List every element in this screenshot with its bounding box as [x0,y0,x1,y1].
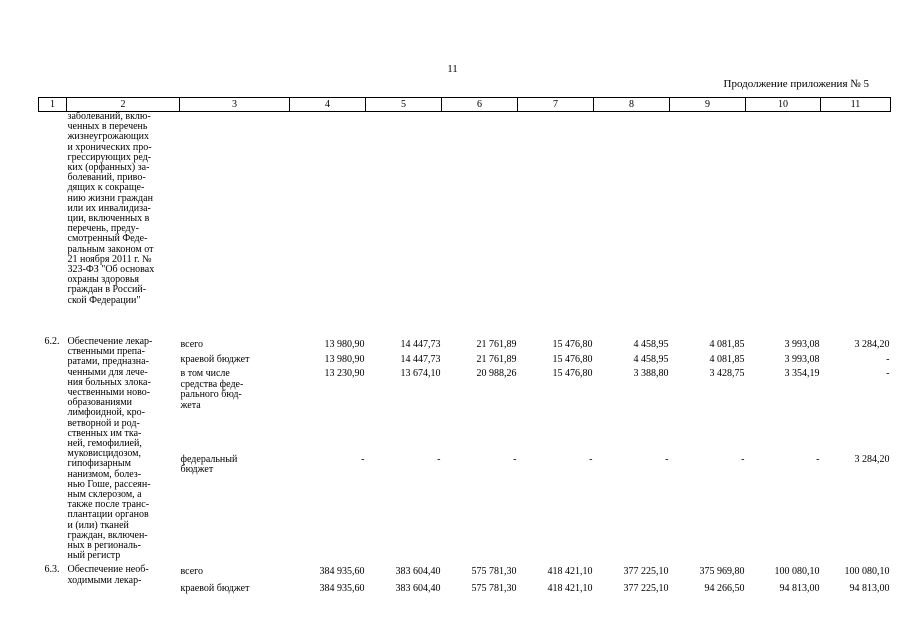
budget-table [38,97,891,594]
table-cell: 13 674,10 [400,368,441,380]
table-cell: 21 761,89 [476,339,517,350]
table-cell: - [437,453,441,465]
table-cell: 377 225,10 [623,582,669,594]
table-cell: 94 813,00 [849,582,890,594]
table-cell: 94 266,50 [704,582,745,594]
table-cell: 3 388,80 [633,368,669,380]
continuation-caption: Продолжение приложения № 5 [723,78,869,90]
table-cell: 3 993,08 [784,353,820,365]
table-cell: 3 428,75 [709,368,745,380]
table-cell: 100 080,10 [844,566,890,578]
table-cell: 100 080,10 [774,566,820,578]
table-cell: 13 230,90 [324,368,365,380]
table-cell: 3 354,19 [784,368,820,380]
table-cell: 15 476,80 [552,339,593,350]
table-row [39,112,891,335]
table-cell: 4 081,85 [709,353,745,365]
column-header: 5 [366,98,442,112]
category-label: федеральный бюджет [180,453,238,476]
item-description: Обеспечение необ- ходимыми лекар- [67,564,149,586]
header-row [39,98,891,112]
table-cell: - [513,453,517,465]
column-header: 7 [518,98,594,112]
column-header: 1 [39,98,67,112]
table-cell: 375 969,80 [699,566,745,578]
table-cell: - [665,453,669,465]
table-cell: 3 284,20 [854,339,890,350]
column-header: 2 [67,98,180,112]
item-index: 6.3. [44,564,60,576]
table-cell: - [741,453,745,465]
column-header: 11 [821,98,891,112]
table-cell: 377 225,10 [623,566,669,578]
column-header: 4 [290,98,366,112]
table-cell: - [589,453,593,465]
column-header: 3 [180,98,290,112]
table-cell: 13 980,90 [324,339,365,350]
table-cell: 418 421,10 [547,566,593,578]
category-label: краевой бюджет [180,353,250,365]
table-cell: 15 476,80 [552,368,593,380]
page-number: 11 [447,63,458,75]
table-cell: 383 604,40 [395,582,441,594]
table-cell: 418 421,10 [547,582,593,594]
table-cell: 15 476,80 [552,353,593,365]
table-cell: 384 935,60 [319,582,365,594]
table-cell: - [886,353,890,365]
item-description: заболеваний, вклю- ченных в перечень жизнеугрожающих и хронических про- грессирующих ред- ких (орфанных) за- болеваний, приво- дящих к сокраще- нию жизни граждан или их инвалидиза- ции, включенных в перечень, преду- смотренный Феде- ральным законом от 21 ноября 2011 г. № 323-ФЗ "Об основах охраны здоровья граждан в Россий- ской Федерации" [67,111,155,306]
table-cell: 14 447,73 [400,339,441,350]
category-label: краевой бюджет [180,582,250,594]
table-row [39,334,891,351]
item-index: 6.2. [44,336,60,347]
column-header: 8 [594,98,670,112]
category-label: всего [180,566,204,578]
table-cell: 21 761,89 [476,353,517,365]
table-cell: 20 988,26 [476,368,517,380]
table-cell: 4 081,85 [709,339,745,350]
table-cell: 3 993,08 [784,339,820,350]
table-cell: - [886,368,890,380]
column-header: 9 [670,98,746,112]
table-cell: 384 935,60 [319,566,365,578]
table-cell: 13 980,90 [324,353,365,365]
category-label: всего [180,339,204,350]
table-row [39,561,891,577]
column-header: 6 [442,98,518,112]
table-cell: 575 781,30 [471,582,517,594]
table-cell: 14 447,73 [400,353,441,365]
table-cell: 94 813,00 [779,582,820,594]
table-cell: - [361,453,365,465]
category-label: в том числе средства феде- рального бюд- жета [180,368,244,411]
column-header: 10 [746,98,821,112]
item-description: Обеспечение лекар- ственными препа- ратами, предназна- ченными для лече- ния больных злока- чественными ново- образованиями лимфоидной, кро- ветворной и род- ственных им тка- ней, гемофилией, муковисцидозом, гипофизарным нанизмом, болез- нью Гоше, рассеян- ным склерозом, а также после транс- плантации органов и (или) тканей граждан, включен- ных в региональ- ный регистр [67,336,153,562]
table-cell: 4 458,95 [633,339,669,350]
table-cell: 575 781,30 [471,566,517,578]
table-cell: 383 604,40 [395,566,441,578]
table-cell: - [816,453,820,465]
table-cell: 3 284,20 [854,453,890,465]
table-cell: 4 458,95 [633,353,669,365]
